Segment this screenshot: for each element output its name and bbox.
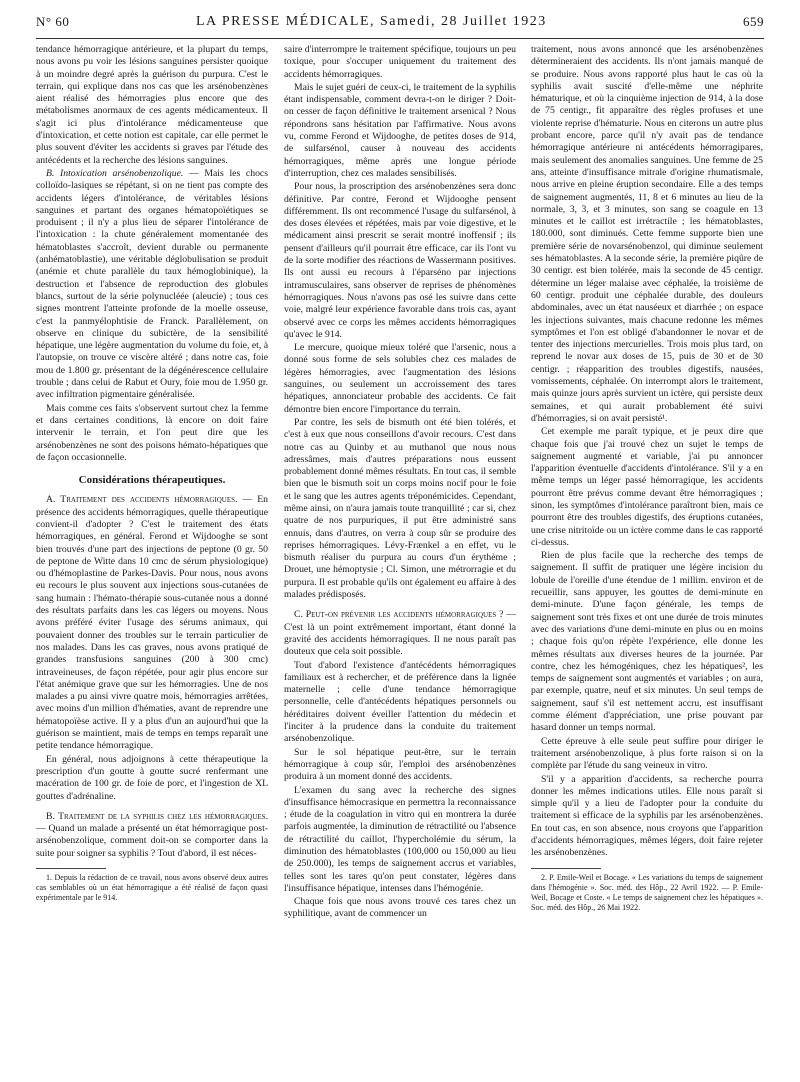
footnote: 1. Depuis la rédaction de ce travail, nous avons observé deux autres cas semblables où un état hémorragique a été réalisé de façon quasi expérimentale par le 914. — [36, 873, 268, 902]
footnote-rule — [531, 868, 601, 869]
page-header — [36, 14, 764, 36]
paragraph-treatment-b — [36, 811, 268, 860]
spacer — [284, 601, 516, 609]
column-3 — [531, 44, 763, 1068]
paragraph: Sur le sol hépatique peut-être, sur le terrain hémorragique à coup sûr, l'emploi des arsénobenzènes produira à un moment donné des accidents. — [284, 746, 516, 783]
paragraph: Mais le sujet guéri de ceux-ci, le traitement de la syphilis étant indispensable, comment devra-t-on le diriger ? Doit-on cesser de façon définitive le traitement arsenical ? Nous répondrons sans hésitation par l'affirmative. Nous avons vu, comme Ferond et Wijdooghe, de petites doses de 914, de sulfarsénol, causer à nouveau des accidents hémorragiques, même après une longue période d'interruption, chez ces malades sensibilisés. — [284, 81, 516, 179]
issue-number: N° 60 — [36, 14, 70, 29]
paragraph: tendance hémorragique antérieure, et la plupart du temps, nous avons pu voir les lésions sanguines persister quoique à un moindre degré après la guérison du purpura. C'est le terrain, qui explique dans nos cas que les arsénobenzènes aient réalisé des hémorragies plus encore que des métabolismes anormaux de ces agents médicamenteux. Il s'agit ici plus d'intolérance médicamenteuse que d'intoxication, et cette notion est capitale, car elle permet le plus souvent d'éviter les accidents si graves par l'étude des antécédents et la recherche des lésions sanguines. — [36, 44, 268, 166]
paragraph-lead: C. Peut-on prévenir les accidents hémorragiques ? — [294, 609, 504, 621]
spacer — [36, 803, 268, 811]
paragraph: Cette épreuve à elle seule peut suffire pour diriger le traitement arsénobenzolique, à plus forte raison si on la complète par l'étude du sang veineux in vitro. — [531, 735, 763, 772]
paragraph: Chaque fois que nous avons trouvé ces tares chez un syphilitique, avant de commencer un — [284, 896, 516, 920]
paragraph: Tout d'abord l'existence d'antécédents hémorragiques familiaux est à rechercher, et de préférence dans la lignée maternelle ; celle d'une tendance hémorragique personnelle, celle d'antécédents hépatiques personnels ou héréditaires doivent éveiller l'attention du médecin et l'inciter à la prudence dans la conduite du traitement arsénobenzolique. — [284, 659, 516, 745]
paragraph-intoxication — [36, 168, 268, 402]
paragraph: saire d'interrompre le traitement spécifique, toujours un peu toxique, pour s'occuper uniquement du traitement des accidents hémorragiques. — [284, 44, 516, 80]
paragraph: En général, nous adjoignons à cette thérapeutique la prescription d'un goutte à goutte sucré renfermant une macération de 100 gr. de foie de porc, et l'ingestion de XL gouttes d'adrénaline. — [36, 753, 268, 802]
paragraph: S'il y a apparition d'accidents, sa recherche pourra donner les mêmes indications utiles. Elle nous paraît si simple qu'il y a lieu de l'adopter pour la conduite du traitement si efficace de la syphilis par les arsénobenzènes. En tout cas, en son absence, nous croyons que l'apparition d'accidents hémorragiques, mêmes légers, doit faire rejeter les arsénobenzènes. — [531, 773, 763, 859]
paragraph-treatment-a — [36, 494, 268, 752]
paragraph-text: — En présence des accidents hémorragiques, quelle thérapeutique convient-il d'adopter ? C'est le traitement des états hémorragiques, en général. Ferond et Wijdooghe se sont bien trouvés d'une part des injections de peptone (0 gr. 50 de peptone de Witte dans 10 cmc de sérum physiologique) ou d'hémoplastine de Parkes-Davis. Pour nous, nous avons eu recours le plus souvent aux injections sous-cutanées de sang humain : l'hémato-thérapie sous-cutanée nous a donné des résultats parfaits dans les cas légers ou moyens. Nous avons préféré éviter l'usage des sérums animaux, qui pouvaient donner des troubles sur le terrain particulier de nos malades. Dans les cas graves, nous avons pratiqué de grandes transfusions sanguines (200 à 300 cmc) intraveineuses, de façon répétée, pour agir plus encore sur l'état anémique grave que sur les hémorragies. Une de nos malades a pu ainsi vivre quatre mois, hémorragies arrêtées, avec moins d'un million d'hématies, avant de reprendre une hématopoïèse active. Il y a plus d'un an aujourd'hui que la guérison se maintient, mais de temps en temps reparaît une petite tendance hémorragique. — [36, 494, 268, 752]
paragraph-prevention-c — [284, 609, 516, 658]
paragraph-lead: B. Intoxication arsénobenzolique. — [46, 167, 184, 179]
journal-title: LA PRESSE MÉDICALE, Samedi, 28 Juillet 1923 — [196, 14, 547, 29]
paragraph: Pour nous, la proscription des arsénobenzènes sera donc définitive. Par contre, Ferond et Wijdooghe pensent différemment. Ils ont recommencé l'usage du sulfarsénol, à des doses élevées et répétées, mais par voie digestive, et le médicament ainsi prescrit se serait montré inoffensif ; ils pensent d'ailleurs qu'il pourrait être efficace, car ils l'ont vu de la sorte modifier des réactions de Wassermann positives. Ils ont aussi eu recours à l'éparséno par injections intramusculaires, sans observer de reprises de phénomènes hémorragiques. Nous n'avons pas osé les suivre dans cette voie, malgré leur expérience favorable dans trois cas, ayant observé avec ce corps les mêmes accidents hémorragiques qu'avec le 914. — [284, 181, 516, 340]
header-rule — [36, 38, 764, 39]
column-1 — [36, 44, 268, 1068]
paragraph-lead: B. Traitement de la syphilis chez les hémorragiques. — [46, 810, 268, 822]
paragraph: traitement, nous avons annoncé que les arsénobenzènes détermineraient des accidents. Ils n'ont jamais manqué de se produire. Nous avons rapporté plus haut le cas où la syphilis avait suscité d'elle-même une néphrite hématurique, et où la cinquième injection de 914, à la dose de 75 centigr., fit apparaître des règles profuses et une violente reprise d'hématurie. Nous en citerons un autre plus probant encore, parce qu'il n'y avait pas de tendance hémorragique antérieure ni antécédents hémorragipares, mais seulement des anomalies sanguines. Une femme de 25 ans, atteinte d'insuffisance mitrale d'origine rhumatismale, nous arrive en pleine éruption secondaire. Elle a des temps de saignement augmentés, 11, 8 et 6 minutes au lieu de la normale, 3, 3, et 3 minutes, son sang se coagule en 13 minutes et le caillot est irrétractile ; les hématoblastes, 180.000, sont diminués. Cette femme supporte bien une première série de novarsénobenzol, qui diminue seulement ses hématoblastes. A la seconde série, la première piqûre de 30 centigr. est bien tolérée, mais la seconde de 45 centigr. détermine un léger malaise avec céphalée, la troisième de 60 centigr. produit une céphalée durable, des douleurs abdominales, avec un état nauséeux et diarrhée ; on espace les injections suivantes, mais chacune redonne les mêmes symptômes et l'on est obligé d'abandonner le novar et de tenter des injections mercurielles. Trois mois plus tard, on reprend le novar aux doses de 15, puis de 30 et de 30 centigr. ; réapparition des troubles digestifs, nausées, vomissements, céphalée. On interrompt alors le traitement, mais quinze jours après survient un ictère, qui persiste deux semaines, et qui aurait probablement été suivi d'hémorragies, si on avait persisté¹. — [531, 44, 763, 424]
column-2 — [284, 44, 516, 1068]
paragraph: L'examen du sang avec la recherche des signes d'insuffisance hémocrasique en permettra la reconnaissance ; étude de la coagulation in vitro qui en montrera la durée parfois augmentée, la diminution de rétractilité ou l'absence de rétractilité du caillot, l'hypercholémie du sérum, la diminution des hématoblastes (100,000 ou 150,000 au lieu de 250.000), les temps de saignement accrus et variables, telles sont les tares qu'on peut constater, légères dans l'insuffisance hépatique, intenses dans l'hémogénie. — [284, 784, 516, 894]
paragraph-lead: A. Traitement des accidents hémorragiques. — [46, 494, 238, 506]
paragraph-text: — Mais les chocs colloïdo-lasiques se répétant, si on ne tient pas compte des accidents légers d'intolérance, de véritables lésions sanguines et partant des organes hématopoïétiques se produisent ; il n'y a plus lieu de séparer l'intolérance de l'intoxication : la chute généralement momentanée des hématoblastes s'accroît, devient durable ou permanente (anhématoblastie), une véritable déglobulisation se produit (anémie et chute parallèle du taux hémoglobinique), la destruction et l'absence de reproduction des globules blancs, surtout de la série polynucléée (aleucie) ; tous ces signes montrent l'atteinte profonde de la moelle osseuse, c'est la panmyélophtisie de Franck. Parallèlement, on observe en clinique du subictère, de la sensibilité hépatique, une légère augmentation du volume du foie, et, à l'autopsie, on trouve ce viscère altéré ; dans notre cas, foie mou de 1.800 gr. présentant de la dégénérescence cellulaire trouble ; dans celui de Rabut et Oury, foie mou de 1.950 gr. avec infiltration pigmentaire généralisée. — [36, 167, 268, 401]
paragraph: Le mercure, quoique mieux toléré que l'arsenic, nous a donné sous forme de sels solubles chez ces malades de légères hémorragies, avec l'augmentation des lésions sanguines, ou seulement un accroissement des tares hépatiques, annonciateur probable des accidents. Ce fait démontre bien encore l'importance du terrain. — [284, 342, 516, 415]
paragraph-text: — C'est là un point extrêmement important, étant donné la gravité des accidents hémorragiques. Il ne nous paraît pas douteux que cela soit possible. — [284, 609, 516, 658]
paragraph: Par contre, les sels de bismuth ont été bien tolérés, et c'est à eux que nous conseillons d'avoir recours. C'est dans notre cas au Quinby et au muthanol que nous nous adressâmes, mais d'autres préparations nous eussent probablement donné mêmes résultats. En tout cas, il semble bien que le bismuth soit un corps moins nocif pour le foie et le sang que les autres agents tréponémicides. Cependant, même ainsi, on n'aura jamais toute tranquillité ; car si, chez quatre de nos purpuriques, il put être administré sans ennuis, dans d'autres, on verra à coup sûr se produire des reprises hémorragiques. Lévy-Frænkel a en effet, vu le bismuth réaliser du purpura au cours d'un érythème ; Drouet, une hémoptysie ; Cl. Simon, une métrorragie et du purpura. Il est probable qu'ils ont également eu affaire à des malades prédisposés. — [284, 416, 516, 601]
paragraph: Cet exemple me paraît typique, et je peux dire que chaque fois que j'ai trouvé chez un sujet le temps de saignement augmenté et variable, j'ai pu annoncer l'apparition éventuelle d'accidents d'intolérance. S'il y a en même temps un léger passé hémorragique, les accidents pourront être prévus comme devant être hémorragiques ; sinon, les symptômes d'intolérance paraîtront bien, mais ce pourront être des troubles digestifs, des éruptions cutanées, une crise nitritoïde ou un ictère comme dans le cas rapporté ci-dessus. — [531, 426, 763, 548]
paragraph-text: — Quand un malade a présenté un état hémorragique post-arsénobenzolique, comment doit-on se comporter dans la suite pour soigner sa syphilis ? Tout d'abord, il est néces- — [36, 823, 268, 859]
paragraph: Rien de plus facile que la recherche des temps de saignement. Il suffit de pratiquer une légère incision du lobule de l'oreille d'une étendue de 1 millim. environ et de recueillir, sans appuyer, les gouttes de demi-minute en demi-minute. D'une façon générale, les temps de saignement sont très fixes et ont une durée de trois minutes avec des variations d'une demi-minute en plus ou en moins ; chaque fois qu'on répète l'expérience, elle donne les mêmes résultats aux diverses heures de la journée. Par contre, chez les hémogéniques, chez les hépatiques², les temps de saignement sont augmentés et variables ; on aura, par exemple, quatre, neuf et six minutes. Un seul temps de saignement, sauf s'il est nettement accru, est insuffisant comme élément d'appréciation, une prise pouvant par hasard donner un temps normal. — [531, 550, 763, 734]
footnote: 2. P. Emile-Weil et Bocage. « Les variations du temps de saignement dans l'hémogénie ». Soc. méd. des Hôp., 22 Avril 1922. — P. Emile-Weil, Bocage et Coste. « Le temps de saignement chez les hépatiques ». Soc. méd. des Hôp., 26 Mai 1922. — [531, 872, 763, 912]
section-title: Considérations thérapeutiques. — [78, 474, 226, 487]
paragraph: Mais comme ces faits s'observent surtout chez la femme et dans certaines conditions, là encore on doit faire intervenir le terrain, et l'on peut dire que les arsénobenzènes ne sont des poisons hémato-hépatiques que de façon occasionnelle. — [36, 402, 268, 463]
footnote-rule — [36, 868, 106, 869]
page-number: 659 — [743, 14, 764, 29]
